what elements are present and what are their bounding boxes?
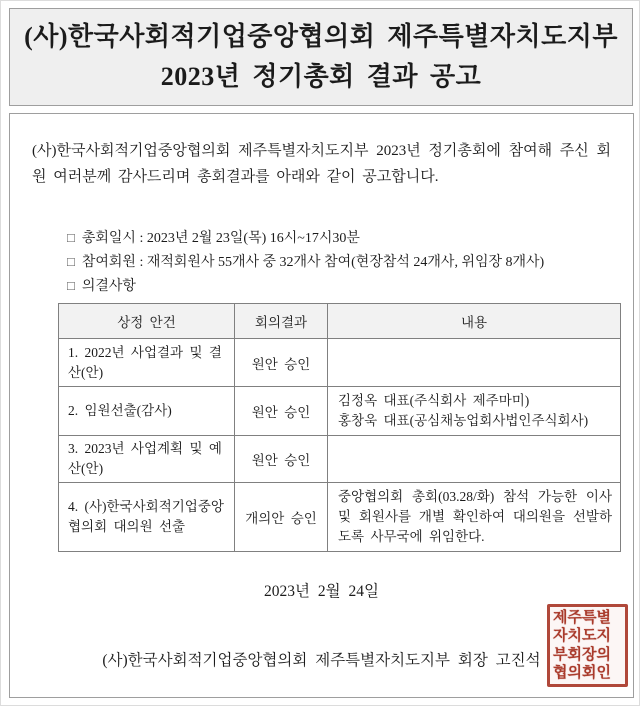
announcement-date: 2023년 2월 24일: [264, 583, 379, 600]
table-row: [59, 483, 621, 552]
list-item-resolutions: [67, 274, 615, 298]
table-row: [59, 436, 621, 483]
notice-title-line2: 2023년 정기총회 결과 공고: [160, 62, 482, 91]
detail-cell: [328, 483, 621, 552]
notice-title-line1: (사)한국사회적기업중앙협의회 제주특별자치도지부: [24, 22, 618, 51]
meeting-info-list: [67, 226, 615, 298]
detail-line: 김정옥 대표(주식회사 제주마미): [338, 393, 530, 408]
intro-paragraph: (사)한국사회적기업중앙협의회 제주특별자치도지부 2023년 정기총회에 참여해 주신 회원 여러분께 감사드리며 총회결과를 아래와 같이 공고합니다.: [32, 143, 611, 185]
table-header-row: [59, 304, 621, 339]
result-cell: 개의안 승인: [235, 483, 328, 552]
seal-glyph-row: 협의회인: [553, 664, 611, 681]
meeting-datetime-text: 총회일시 : 2023년 2월 23일(목) 16시~17시30분: [81, 231, 360, 246]
signature-text: (사)한국사회적기업중앙협의회 제주특별자치도지부 회장 고진석: [102, 652, 541, 669]
detail-cell: [328, 387, 621, 436]
square-bullet-icon: □: [67, 278, 75, 293]
agenda-cell: 4. (사)한국사회적기업중앙협의회 대의원 선출: [59, 483, 235, 552]
table-row: [59, 339, 621, 387]
official-seal-stamp-icon: [547, 604, 628, 687]
resolutions-text: 의결사항: [81, 279, 136, 294]
table-row: [59, 387, 621, 436]
column-header-agenda: 상정 안건: [59, 304, 235, 339]
seal-glyph-row: 부회장의: [553, 646, 611, 663]
detail-paragraph: 중앙협의회 총회(03.28/화) 참석 가능한 이사 및 회원사를 개별 확인하여 대의원을 선발하도록 사무국에 위임한다.: [338, 489, 612, 544]
agenda-cell: 1. 2022년 사업결과 및 결산(안): [59, 339, 235, 387]
detail-cell: [328, 339, 621, 387]
resolution-results-table: [58, 303, 621, 552]
agenda-cell: 2. 임원선출(감사): [59, 387, 235, 436]
seal-glyph-row: 자치도지: [553, 628, 611, 645]
detail-cell: [328, 436, 621, 483]
result-cell: 원안 승인: [235, 387, 328, 436]
column-header-detail: 내용: [328, 304, 621, 339]
square-bullet-icon: □: [67, 230, 75, 245]
square-bullet-icon: □: [67, 254, 75, 269]
list-item-meeting-datetime: [67, 226, 615, 250]
result-cell: 원안 승인: [235, 436, 328, 483]
column-header-result: 회의결과: [235, 304, 328, 339]
notice-body-box: [9, 113, 634, 698]
attendance-text: 참여회원 : 재적회원사 55개사 중 32개사 참여(현장참석 24개사, 위임장 8개사): [81, 255, 545, 270]
seal-glyph-row: 제주특별: [553, 610, 611, 627]
list-item-attendance: [67, 250, 615, 274]
detail-line: 홍창욱 대표(공심채농업회사법인주식회사): [338, 413, 589, 428]
agenda-cell: 3. 2023년 사업계획 및 예산(안): [59, 436, 235, 483]
result-cell: 원안 승인: [235, 339, 328, 387]
notice-title-box: [9, 8, 633, 106]
